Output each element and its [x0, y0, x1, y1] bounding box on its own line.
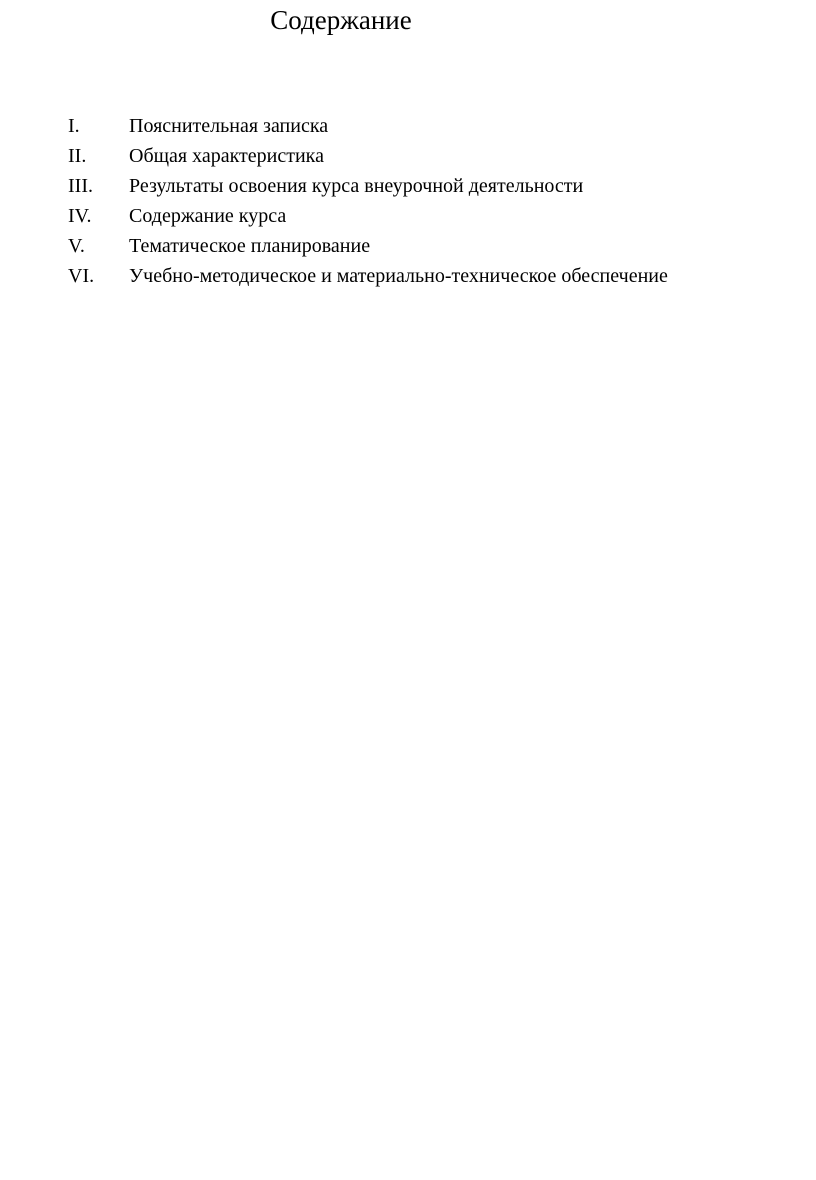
- toc-item-number: V.: [68, 235, 85, 257]
- toc-item-text: Пояснительная записка: [129, 115, 329, 137]
- toc-item-number: IV.: [68, 205, 92, 227]
- toc-item: [68, 111, 668, 141]
- table-of-contents: [68, 111, 668, 291]
- toc-item: [68, 171, 668, 201]
- toc-item: [68, 231, 668, 261]
- toc-item-text: Тематическое планирование: [129, 235, 371, 257]
- toc-item-number: VI.: [68, 265, 95, 287]
- toc-item-text: Содержание курса: [129, 205, 287, 227]
- toc-item-text: Результаты освоения курса внеурочной деятельности: [129, 175, 584, 197]
- toc-item-number: II.: [68, 145, 87, 167]
- toc-item-text: Общая характеристика: [129, 145, 324, 167]
- toc-item: [68, 201, 668, 231]
- page-title: Содержание: [270, 5, 412, 35]
- toc-item: [68, 141, 668, 171]
- toc-item-number: III.: [68, 175, 93, 197]
- toc-item-number: I.: [68, 115, 80, 137]
- toc-item-text: Учебно-методическое и материально-техническое обеспечение: [129, 265, 668, 287]
- toc-item: [68, 261, 668, 291]
